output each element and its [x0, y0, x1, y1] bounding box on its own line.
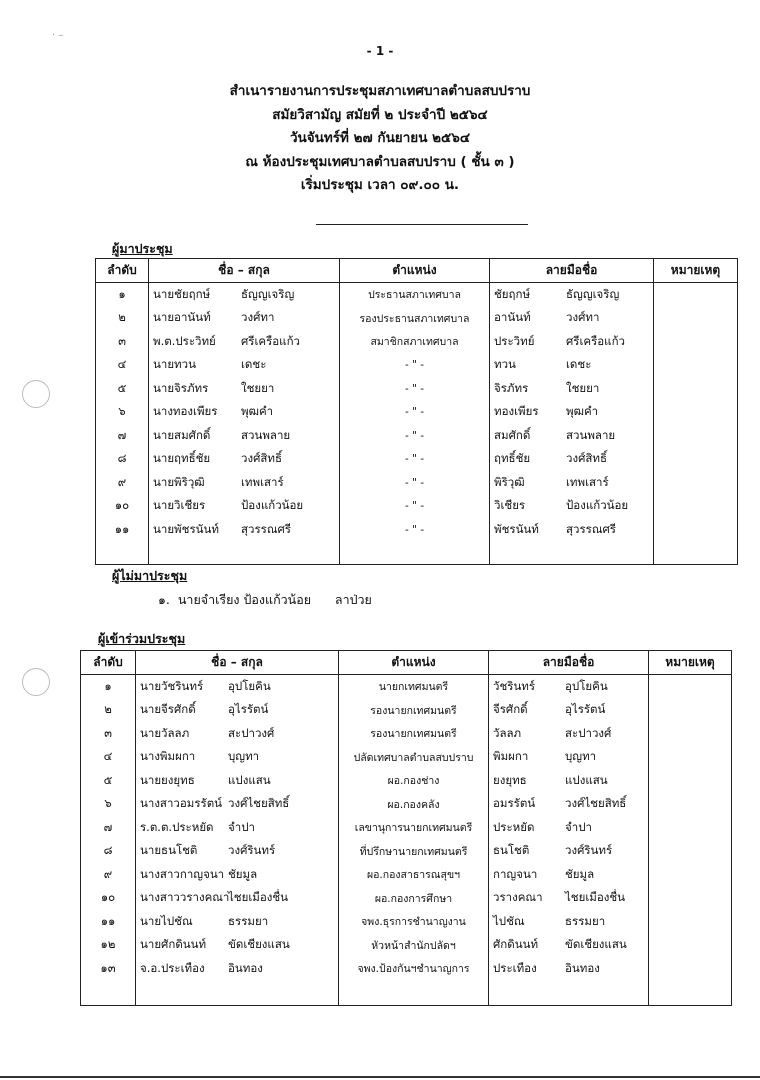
- row-signature: [490, 424, 654, 448]
- row-signature: [490, 283, 654, 307]
- empty-cell: [96, 542, 149, 565]
- last-name: ใชยยา: [241, 380, 275, 395]
- signature-first: อานันท์: [494, 310, 531, 325]
- row-no: ๗: [81, 816, 136, 840]
- signature-last: สะปาวงศ์: [565, 725, 612, 740]
- row-note: [654, 307, 738, 331]
- row-no: ๗: [96, 424, 149, 448]
- row-name: [149, 518, 340, 542]
- row-name: [149, 377, 340, 401]
- row-position: สมาชิกสภาเทศบาล: [340, 330, 490, 354]
- first-name: นายวัลลภ: [140, 725, 190, 740]
- empty-cell: [649, 981, 732, 1006]
- signature-first: ฤทธิ์ชัย: [494, 451, 531, 466]
- signature-last: เทพเสาร์: [566, 474, 609, 489]
- last-name: ป้องแก้วน้อย: [241, 498, 304, 513]
- row-position: เลขานุการนายกเทศมนตรี: [339, 816, 489, 840]
- empty-cell: [149, 542, 340, 565]
- row-position: ประธานสภาเทศบาล: [340, 283, 490, 307]
- signature-first: วิเชียร: [494, 498, 526, 513]
- signature-first: วัชรินทร์: [493, 678, 536, 693]
- last-name: สุวรรณศรี: [241, 521, 291, 536]
- row-note: [654, 495, 738, 519]
- first-name: นายพิริวุฒิ: [153, 474, 205, 489]
- table-row: [81, 957, 732, 981]
- row-note: [649, 793, 732, 817]
- signature-last: วงศ์รินทร์: [565, 843, 613, 858]
- row-note: [654, 283, 738, 307]
- signature-last: พุฒคำ: [566, 404, 599, 419]
- row-no: ๖: [96, 401, 149, 425]
- row-name: [136, 957, 339, 981]
- row-signature: [490, 495, 654, 519]
- row-no: ๔: [81, 746, 136, 770]
- row-name: [136, 746, 339, 770]
- first-name: นางทองเพียร: [153, 404, 218, 419]
- table-row: [96, 283, 738, 307]
- row-note: [654, 448, 738, 472]
- signature-first: กาญจนา: [493, 866, 538, 881]
- first-name: นายธนโชติ: [140, 843, 198, 858]
- scan-speck: · –: [52, 30, 64, 41]
- row-name: [149, 401, 340, 425]
- signature-first: อมรรัตน์: [493, 796, 536, 811]
- punch-hole-mark: [22, 380, 50, 408]
- table-row: [81, 910, 732, 934]
- first-name: จ.อ.ประเทือง: [140, 960, 205, 975]
- signature-first: ธนโชติ: [493, 843, 530, 858]
- row-signature: [490, 518, 654, 542]
- last-name: ชัยมูล: [228, 866, 258, 881]
- row-position: ผอ.กองสาธารณสุขฯ: [339, 863, 489, 887]
- row-name: [149, 471, 340, 495]
- row-position: - " -: [340, 448, 490, 472]
- column-header-note: หมายเหตุ: [654, 259, 738, 283]
- row-no: ๙: [96, 471, 149, 495]
- row-no: ๖: [81, 793, 136, 817]
- row-no: ๕: [81, 769, 136, 793]
- header-divider: [316, 224, 528, 225]
- empty-cell: [136, 981, 339, 1006]
- signature-first: ทวน: [494, 357, 516, 372]
- last-name: ศรีเครือแก้ว: [241, 333, 301, 348]
- column-header-signature: ลายมือชื่อ: [489, 651, 649, 675]
- row-signature: [489, 816, 649, 840]
- row-position: รองนายกเทศมนตรี: [339, 699, 489, 723]
- signature-first: สมศักดิ์: [494, 427, 531, 442]
- signature-first: ทองเพียร: [494, 404, 539, 419]
- row-name: [149, 283, 340, 307]
- row-position: - " -: [340, 518, 490, 542]
- signature-first: ชัยฤกษ์: [494, 286, 531, 301]
- first-name: นายไปชัณ: [140, 913, 193, 928]
- row-note: [649, 675, 732, 699]
- column-header-no: ลำดับ: [81, 651, 136, 675]
- row-note: [654, 354, 738, 378]
- row-note: [654, 471, 738, 495]
- first-name: นายชัยฤกษ์: [153, 286, 211, 301]
- signature-last: สวนพลาย: [566, 427, 616, 442]
- column-header-position: ตำแหน่ง: [340, 259, 490, 283]
- last-name: อุปโยคิน: [228, 678, 271, 693]
- row-position: รองนายกเทศมนตรี: [339, 722, 489, 746]
- first-name: นายจีรศักดิ์: [140, 702, 196, 717]
- signature-last: ศรีเครือแก้ว: [566, 333, 626, 348]
- signature-first: ประเทือง: [493, 960, 537, 975]
- signature-first: พิมผกา: [493, 749, 529, 764]
- table-row: [81, 887, 732, 911]
- row-no: ๑๑: [96, 518, 149, 542]
- table-row: [96, 495, 738, 519]
- header-session: สมัยวิสามัญ สมัยที่ ๒ ประจำปี ๒๕๖๔: [272, 106, 488, 123]
- row-position: - " -: [340, 471, 490, 495]
- first-name: ร.ต.ต.ประหยัด: [140, 819, 214, 834]
- table-bottom-row: [81, 981, 732, 1006]
- absent-reason: ลาป่วย: [334, 592, 372, 607]
- row-signature: [489, 675, 649, 699]
- row-position: ที่ปรึกษานายกเทศมนตรี: [339, 840, 489, 864]
- signature-last: วงศ์สิทธิ์: [566, 451, 607, 466]
- row-name: [136, 840, 339, 864]
- row-no: ๘: [96, 448, 149, 472]
- row-position: ปลัดเทศบาลตำบลสบปราบ: [339, 746, 489, 770]
- last-name: เทพเสาร์: [241, 474, 284, 489]
- last-name: เดชะ: [241, 357, 267, 372]
- row-note: [654, 377, 738, 401]
- row-note: [649, 722, 732, 746]
- row-no: ๒: [81, 699, 136, 723]
- signature-last: อินทอง: [565, 960, 600, 975]
- table-row: [96, 354, 738, 378]
- last-name: สะปาวงศ์: [228, 725, 275, 740]
- row-signature: [489, 746, 649, 770]
- row-name: [136, 863, 339, 887]
- present-table: [95, 258, 738, 565]
- signature-last: ชัยมูล: [565, 866, 595, 881]
- table-row: [81, 840, 732, 864]
- row-no: ๑: [81, 675, 136, 699]
- row-no: ๑: [96, 283, 149, 307]
- signature-last: อุปโยคิน: [565, 678, 608, 693]
- first-name: นายอานันท์: [153, 310, 211, 325]
- signature-first: จิรภัทร: [494, 380, 529, 395]
- empty-cell: [654, 542, 738, 565]
- row-name: [149, 495, 340, 519]
- signature-last: วงศ์ไชยสิทธิ์: [565, 796, 627, 811]
- row-position: รองประธานสภาเทศบาล: [340, 307, 490, 331]
- row-name: [136, 699, 339, 723]
- row-note: [654, 424, 738, 448]
- row-no: ๑๐: [96, 495, 149, 519]
- row-note: [654, 330, 738, 354]
- table-row: [81, 816, 732, 840]
- signature-last: ธรรมยา: [565, 913, 606, 928]
- row-no: ๒: [96, 307, 149, 331]
- row-no: ๑๑: [81, 910, 136, 934]
- row-note: [654, 518, 738, 542]
- row-note: [649, 934, 732, 958]
- row-signature: [490, 330, 654, 354]
- row-name: [136, 675, 339, 699]
- absent-section-title: ผู้ไม่มาประชุม: [112, 568, 188, 583]
- row-name: [136, 887, 339, 911]
- row-position: จพง.ธุรการชำนาญงาน: [339, 910, 489, 934]
- signature-last: ป้องแก้วน้อย: [566, 498, 629, 513]
- first-name: นายพัชรนันท์: [153, 521, 219, 536]
- row-position: - " -: [340, 495, 490, 519]
- row-no: ๑๒: [81, 934, 136, 958]
- row-position: ผอ.กองช่าง: [339, 769, 489, 793]
- first-name: นางสาววรางคณา: [140, 890, 230, 905]
- table-row: [81, 746, 732, 770]
- row-position: - " -: [340, 354, 490, 378]
- signature-first: ประหยัด: [493, 819, 535, 834]
- row-note: [649, 816, 732, 840]
- empty-cell: [490, 542, 654, 565]
- header-date: วันจันทร์ที่ ๒๗ กันยายน ๒๕๖๔: [289, 130, 471, 146]
- row-name: [149, 354, 340, 378]
- last-name: ธรรมยา: [228, 913, 269, 928]
- row-position: ผอ.กองการศึกษา: [339, 887, 489, 911]
- row-no: ๕: [96, 377, 149, 401]
- row-name: [136, 722, 339, 746]
- empty-cell: [81, 981, 136, 1006]
- signature-first: ไปชัณ: [493, 913, 525, 928]
- signature-first: พิริวุฒิ: [494, 474, 525, 489]
- table-row: [81, 699, 732, 723]
- table-row: [96, 448, 738, 472]
- column-header-signature: ลายมือชื่อ: [490, 259, 654, 283]
- row-signature: [490, 307, 654, 331]
- present-section-title: ผู้มาประชุม: [112, 241, 173, 256]
- signature-last: วงศ์ทา: [566, 310, 600, 325]
- signature-last: ขัดเชียงแสน: [565, 937, 627, 952]
- first-name: นายทวน: [153, 357, 196, 372]
- column-header-position: ตำแหน่ง: [339, 651, 489, 675]
- signature-first: วรางคณา: [493, 890, 543, 905]
- row-signature: [489, 863, 649, 887]
- first-name: นางพิมผกา: [140, 749, 196, 764]
- row-signature: [489, 769, 649, 793]
- row-no: ๔: [96, 354, 149, 378]
- last-name: อินทอง: [228, 960, 263, 975]
- signature-last: ไชยเมืองชื่น: [565, 890, 626, 905]
- header-title: สำเนารายงานการประชุมสภาเทศบาลตำบลสบปราบ: [229, 83, 531, 99]
- row-name: [136, 816, 339, 840]
- row-no: ๑๐: [81, 887, 136, 911]
- table-row: [96, 471, 738, 495]
- last-name: ไชยเมืองชื่น: [228, 890, 289, 905]
- last-name: สวนพลาย: [241, 427, 291, 442]
- row-name: [136, 934, 339, 958]
- empty-cell: [489, 981, 649, 1006]
- row-signature: [489, 957, 649, 981]
- signature-last: แปงแสน: [565, 772, 608, 787]
- last-name: วงศ์ไชยสิทธิ์: [228, 796, 290, 811]
- row-position: - " -: [340, 401, 490, 425]
- signature-first: ศักดินนท์: [493, 937, 539, 952]
- row-no: ๘: [81, 840, 136, 864]
- row-note: [649, 769, 732, 793]
- first-name: นายฤทธิ์ชัย: [153, 451, 211, 466]
- row-note: [649, 746, 732, 770]
- row-signature: [490, 401, 654, 425]
- page-number: - 1 -: [366, 44, 394, 58]
- absent-name: นายจำเรียง ป้องแก้วน้อย: [177, 592, 312, 607]
- last-name: อุไรรัตน์: [228, 702, 269, 717]
- first-name: นายวิเชียร: [153, 498, 206, 513]
- table-row: [81, 769, 732, 793]
- row-name: [149, 307, 340, 331]
- column-header-no: ลำดับ: [96, 259, 149, 283]
- row-signature: [490, 354, 654, 378]
- table-row: [81, 793, 732, 817]
- row-note: [654, 401, 738, 425]
- signature-last: จำปา: [565, 819, 592, 834]
- row-note: [649, 863, 732, 887]
- table-header-row: [96, 259, 738, 283]
- row-signature: [490, 377, 654, 401]
- row-position: หัวหน้าสำนักปลัดฯ: [339, 934, 489, 958]
- column-header-note: หมายเหตุ: [649, 651, 732, 675]
- row-note: [649, 957, 732, 981]
- row-no: ๙: [81, 863, 136, 887]
- first-name: นางสาวอมรรัตน์: [140, 796, 223, 811]
- row-no: ๓: [96, 330, 149, 354]
- row-position: จพง.ป้องกันฯชำนาญการ: [339, 957, 489, 981]
- row-name: [149, 330, 340, 354]
- signature-last: ใชยยา: [566, 380, 600, 395]
- header-venue: ณ ห้องประชุมเทศบาลตำบลสบปราบ ( ชั้น ๓ ): [245, 153, 515, 170]
- last-name: บุญทา: [228, 749, 260, 764]
- row-position: - " -: [340, 377, 490, 401]
- last-name: ขัดเชียงแสน: [228, 937, 290, 952]
- row-signature: [489, 722, 649, 746]
- first-name: นายจิรภัทร: [153, 380, 209, 395]
- first-name: นายศักดินนท์: [140, 937, 207, 952]
- row-note: [649, 910, 732, 934]
- signature-last: อุไรรัตน์: [565, 702, 606, 717]
- attendees-section-title: ผู้เข้าร่วมประชุม: [98, 631, 186, 646]
- first-name: นายสมศักดิ์: [153, 427, 211, 442]
- row-no: ๓: [81, 722, 136, 746]
- empty-cell: [339, 981, 489, 1006]
- table-row: [96, 518, 738, 542]
- table-row: [81, 863, 732, 887]
- signature-first: วัลลภ: [493, 725, 522, 740]
- row-note: [649, 840, 732, 864]
- attendees-table: [80, 650, 732, 1006]
- row-signature: [489, 793, 649, 817]
- absent-entry: [158, 590, 372, 610]
- first-name: นางสาวกาญจนา: [140, 866, 225, 881]
- last-name: วงศ์รินทร์: [228, 843, 276, 858]
- last-name: แปงแสน: [228, 772, 271, 787]
- table-row: [96, 424, 738, 448]
- row-position: ผอ.กองคลัง: [339, 793, 489, 817]
- signature-last: บุญทา: [565, 749, 597, 764]
- signature-first: พัชรนันท์: [494, 521, 539, 536]
- row-name: [149, 424, 340, 448]
- row-signature: [489, 910, 649, 934]
- signature-last: เดชะ: [566, 357, 592, 372]
- row-position: - " -: [340, 424, 490, 448]
- signature-first: ยงยุทธ: [493, 772, 527, 787]
- row-no: ๑๓: [81, 957, 136, 981]
- row-signature: [489, 840, 649, 864]
- absent-no: ๑.: [158, 592, 170, 607]
- last-name: พุฒคำ: [241, 404, 274, 419]
- table-row: [81, 722, 732, 746]
- signature-first: ประวิทย์: [494, 333, 535, 348]
- column-header-name: ชื่อ – สกุล: [149, 259, 340, 283]
- table-bottom-row: [96, 542, 738, 565]
- first-name: นายยงยุทธ: [140, 772, 195, 787]
- table-row: [96, 330, 738, 354]
- column-header-name: ชื่อ – สกุล: [136, 651, 339, 675]
- table-row: [81, 675, 732, 699]
- table-row: [96, 377, 738, 401]
- last-name: ธัญญเจริญ: [241, 286, 295, 301]
- first-name: พ.ต.ประวิทย์: [153, 333, 216, 348]
- row-name: [136, 769, 339, 793]
- table-row: [96, 401, 738, 425]
- signature-last: ธัญญเจริญ: [566, 286, 620, 301]
- signature-first: จีรศักดิ์: [493, 702, 528, 717]
- row-name: [136, 793, 339, 817]
- table-row: [96, 307, 738, 331]
- last-name: วงศ์ทา: [241, 310, 275, 325]
- last-name: จำปา: [228, 819, 255, 834]
- row-note: [649, 887, 732, 911]
- row-position: นายกเทศมนตรี: [339, 675, 489, 699]
- row-name: [149, 448, 340, 472]
- empty-cell: [340, 542, 490, 565]
- row-signature: [490, 471, 654, 495]
- row-signature: [490, 448, 654, 472]
- page-bottom-edge: [0, 1076, 760, 1078]
- row-note: [649, 699, 732, 723]
- header-start-time: เริ่มประชุม เวลา ๐๙.๐๐ น.: [300, 177, 460, 193]
- row-name: [136, 910, 339, 934]
- last-name: วงศ์สิทธิ์: [241, 451, 282, 466]
- document-header: [0, 80, 760, 198]
- row-signature: [489, 699, 649, 723]
- row-signature: [489, 934, 649, 958]
- row-signature: [489, 887, 649, 911]
- table-row: [81, 934, 732, 958]
- signature-last: สุวรรณศรี: [566, 521, 616, 536]
- table-header-row: [81, 651, 732, 675]
- first-name: นายวัชรินทร์: [140, 678, 204, 693]
- punch-hole-mark: [22, 668, 50, 696]
